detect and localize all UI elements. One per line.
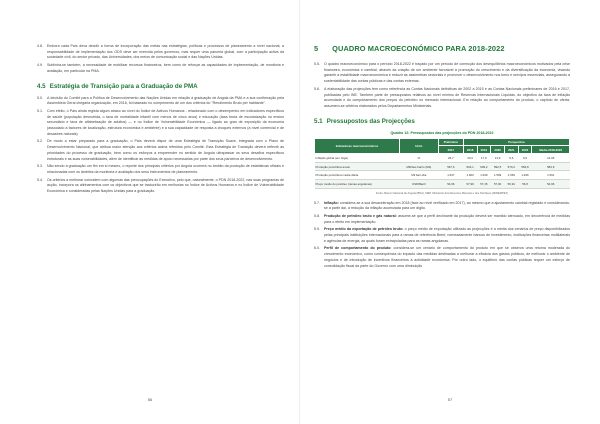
table-cell: 56,91 <box>504 179 518 188</box>
row-unit: Mil barr./dia <box>399 171 438 180</box>
projections-table <box>314 138 570 189</box>
paragraph-lead: Preço médio da exportação de petróleo bruto: <box>324 227 404 232</box>
table-cell: 597,6 <box>438 162 463 171</box>
paragraph-lead: Perfil de comportamento do produto: <box>324 246 392 251</box>
paragraph-body: considera-se um cenário de comportamento do produto em que se observa uma retoma moderada do crescimento económico, como consequência do impacto das medidas destinadas a melhorar a eficácia dos gastos públicos, de melhorar o ambiente de negócios e de introdução de incentivos financeiros à actividade económica. Por outro lado, o equilíbrio das contas públicas requer um esforço de consolidação fiscal da parte do Governo com uma diminuição <box>324 246 570 268</box>
header-indicator: Indicadores macroeconómicos <box>315 138 400 154</box>
table-cell: 592,5 <box>491 162 505 171</box>
table-cell: 583,9 <box>532 162 570 171</box>
table-cell: 17,9 <box>477 154 491 163</box>
paragraph-text: Os critérios a melhorar coincidem com algumas das preocupações do Executivo, pelo que, naturalmente, o PDN 2018-2022, nas suas programas de acção, incorpora os alinhamentos com os objectivos que se traduzirão em melhorias no Índice de Activos Humanos e no Índice de Vulnerabilidade Económica e consideradas pelas Nações Unidas para a graduação. <box>47 177 284 194</box>
paragraph-text: De modo a estar preparado para a graduação, o País deverá dispor de uma Estratégia de Transição Suave, integrada com o Plano de Desenvolvimento Nacional, que atribua maior atenção aos critérios acima referidos pelo Comité. Esta Estratégia de Transição deverá reflectir as prioridades do processo de graduação, bem como os esforços a empreender no sentido de Angola ultrapassar os seus desafios específicos estruturais e as suas vulnerabilidades, além de identificar as medidas de apoio necessárias por parte dos seus parceiros de desenvolvimento. <box>47 139 284 161</box>
chapter-title: QUADRO MACROECONÓMICO PARA 2018-2022 <box>332 44 505 53</box>
section-heading <box>314 118 570 125</box>
table-row <box>315 154 570 163</box>
page-number: 56 <box>147 397 153 402</box>
table-cell: 570,2 <box>504 162 518 171</box>
table-cell: 54,96 <box>438 179 463 188</box>
section-number: 5.1 <box>314 117 323 125</box>
table-cell: 609,2 <box>477 162 491 171</box>
header-group-projection: Perspectiva <box>463 138 569 146</box>
table-cell: 54,96 <box>532 179 570 188</box>
table-cell: 1.599 <box>491 171 505 180</box>
header-year: 2019 <box>477 146 491 154</box>
table-cell: 57,15 <box>477 179 491 188</box>
right-page <box>300 0 600 424</box>
paragraph <box>314 227 570 244</box>
paragraph-number: 5.1. <box>37 108 43 113</box>
header-average: Média 2018-2022 <box>532 146 570 154</box>
paragraph-number: 5.2. <box>37 139 43 144</box>
section-title: Estratégia de Transição para a Graduação de PMA <box>49 82 198 90</box>
table-cell: 1.591 <box>532 171 570 180</box>
paragraph <box>314 214 570 225</box>
paragraph <box>37 96 284 107</box>
paragraph-number: 5.6. <box>314 86 320 91</box>
row-label: Produção petrolífera média diária <box>315 171 400 180</box>
paragraph <box>314 201 570 212</box>
paragraph-text: A decisão do Comité para a Política de Desenvolvimento das Nações Unidas em relação à graduação de Angola da PMA e a sua confirmação pela Assembleia Geral chegaria organização, em 2016, foi baseado no cumprimento de um dos critérios do "Rendimento Bruto per habitante". <box>47 95 284 106</box>
paragraph-text: Embora cada País deva decidir a forma de incorporação das metas nas estratégias, políticas e processos de planeamento a nível nacional, a responsabilidade de implementação dos ODS deve ser exercida pelos governos, mas requer uma parceria global, com a participação activa da sociedade civil, do sector privado, das Universidades, dos meios de comunicação social e das Nações Unidas. <box>47 44 284 60</box>
table-cell: 1.639 <box>477 171 491 180</box>
row-unit: % <box>399 154 438 163</box>
paragraph-text: A elaboração das projecções tem como referência as Contas Nacionais definitivas de 2002 a 2015 e as Contas Nacionais preliminares de 2016 e 2017, publicadas pelo INE. Também parte de pressupostos relativos ao nível mínimo de Reservas Internacionais Líquidas, do objectivo da taxa de inflação acumulada e do comportamento dos preços do petróleo no mercado internacional. Em relação ao comportamento do produto, o capítulo de oferta, assumem-se critérios elaborados pelos Departamentos Ministeriais. <box>324 86 570 108</box>
table-cell: 602,1 <box>463 162 477 171</box>
paragraph-text: Não sendo a graduação um fim em si mesmo, o reporte dos principais critérios por Angola ocorrerá no âmbito da produção de estatísticas oficiais e relacionadas com os âmbitos da monitoria e avaliação dos seus instrumentos de planeamento. <box>47 164 284 174</box>
paragraph-body: assume-se que a perfil declinante da produção deverá ser mantido atenuado, em decorrência de medidas para o efeito em implementação. <box>324 213 570 224</box>
header-year: 2021 <box>504 146 518 154</box>
paragraph-number: 6.0. <box>314 246 320 251</box>
table-caption: Quadro 12: Pressupostos das projecções do PDN 2018-2022 <box>390 130 494 135</box>
paragraph <box>37 164 284 175</box>
paragraph-number: 5.4. <box>37 177 43 182</box>
paragraph <box>37 109 284 138</box>
section-number: 4.5 <box>37 82 46 90</box>
table-cell: 14,06 <box>532 154 570 163</box>
page-number: 57 <box>447 397 453 402</box>
paragraph-number: 4.8. <box>37 44 43 48</box>
header-unit: Unid. <box>399 138 438 154</box>
header-year: 2020 <box>491 146 505 154</box>
table-cell: 1.600 <box>463 171 477 180</box>
row-label: Preço médio do petróleo (ramas angolanas) <box>315 179 400 188</box>
table-cell: 6,9 <box>518 154 532 163</box>
table-cell: 57,00 <box>491 179 505 188</box>
paragraph <box>37 178 284 195</box>
paragraph-text <box>324 214 570 225</box>
header-year: 2017 <box>438 146 463 154</box>
paragraph-text <box>324 227 570 244</box>
chapter-heading <box>314 44 570 53</box>
table-row <box>315 162 570 171</box>
paragraph-number: 5.9. <box>314 227 320 232</box>
row-label: Inflação global (em ótiga) <box>315 154 400 163</box>
paragraph-number: 5.8. <box>314 213 320 218</box>
table-cell: 1.637 <box>438 171 463 180</box>
table-row <box>315 179 570 188</box>
paragraph-body: o preço médio de exportação utilizado as projecções é a média dos cenários de preço disponibilizados pelas principais instituições internacionais para a ramas de referência Brent, nomeadamente bancos de investimento, instituições financeiras multilaterais e agências de energia, as quais foram extrapoladas para as ramas angolanas. <box>324 227 570 243</box>
section-title: Pressupostos das Projecções <box>326 117 415 125</box>
row-unit: Milhões barris (Mb) <box>399 162 438 171</box>
table-cell: 9,5 <box>504 154 518 163</box>
table-cell: 584,8 <box>518 162 532 171</box>
paragraph-text: O quadro macroeconómico para o período 2018-2022 é traçado por um período de correcção dos desequilíbrios macroeconómicos motivados pela crise financeira, económica e cambial, através da criação de um ambiente favorável à promoção do crescimento e da diversificação da economia, visando garantir a estabilidade macroeconómica e reduzir as assimetrias sectoriais e promover o desenvolvimento nos bens e serviços essenciais, assegurando a sustentabilidade das contas públicas e das contas externas. <box>324 62 570 84</box>
paragraph-text <box>324 201 570 212</box>
table-cell: 1.496 <box>518 171 532 180</box>
paragraph-number: 5.3. <box>37 164 43 169</box>
paragraph-text: Com efeito, o País ainda regista algum atraso ao nível do Índice de Activos Humanos - relacionado com o desempenho em indicadores específicos de saúde (população desnutrida, o taxa de mortalidade infantil com menos de cinco anos) e educação (taxa bruta de escolarização no ensino secundário e taxa de alfabetização de adultos) — e no Índice de Vulnerabilidade Económica — ligado ao grau de exposição da economia (associado a factores de localização, estrutura económica e ambiente) e à sua capacidade de resposta a choques externos (a nível comercial e de desastres naturais). <box>47 108 284 136</box>
table-cell: 57,99 <box>463 179 477 188</box>
paragraph <box>37 44 284 61</box>
paragraph-number: 5.0. <box>37 95 43 100</box>
paragraph <box>314 246 570 269</box>
table-cell: 13,9 <box>491 154 505 163</box>
row-unit: USD/Barril <box>399 179 438 188</box>
row-label: Produção petrolífera anual <box>315 162 400 171</box>
table-cell: 56,8 <box>518 179 532 188</box>
paragraph-lead: Produção de petróleo bruto e gás natural: <box>324 213 397 218</box>
paragraph <box>314 62 570 85</box>
table-cell: 26,7 <box>438 154 463 163</box>
paragraph-text: Sublinha-se também, a necessidade de mobilizar recursos financeiros, bem como de reforçar as capacidades de implementação, de monitoria e avaliação, em particular na PMA. <box>47 63 284 73</box>
paragraph <box>37 139 284 162</box>
paragraph-number: 5.5. <box>314 62 320 66</box>
paragraph <box>37 63 284 74</box>
paragraph-text <box>324 246 570 269</box>
table-source: Fonte: Banco Nacional de Angola (BNA), MEP, Ministério dos Recursos Minerais e dos Petróleos (MIREMPET) <box>375 191 509 195</box>
paragraph-body: considera-se a sua desaceleração em 2018 (face ao nível verificado em 2017), ao mesmo que a ajustamento cambial registado e considerando-se a partir daí, a redução da inflação acumulada para um dígito. <box>324 200 571 211</box>
section-heading <box>37 83 284 90</box>
table-row <box>315 171 570 180</box>
table-cell: 1.563 <box>504 171 518 180</box>
header-group-preliminary: Preliminar <box>438 138 463 146</box>
chapter-number: 5 <box>314 44 319 53</box>
header-year: 2018 <box>463 146 477 154</box>
paragraph-lead: Inflação: <box>324 200 339 205</box>
paragraph <box>314 87 570 110</box>
table-cell: 23,0 <box>463 154 477 163</box>
paragraph-number: 5.7. <box>314 200 320 205</box>
paragraph-number: 4.9. <box>37 63 43 68</box>
header-year: 2022 <box>518 146 532 154</box>
